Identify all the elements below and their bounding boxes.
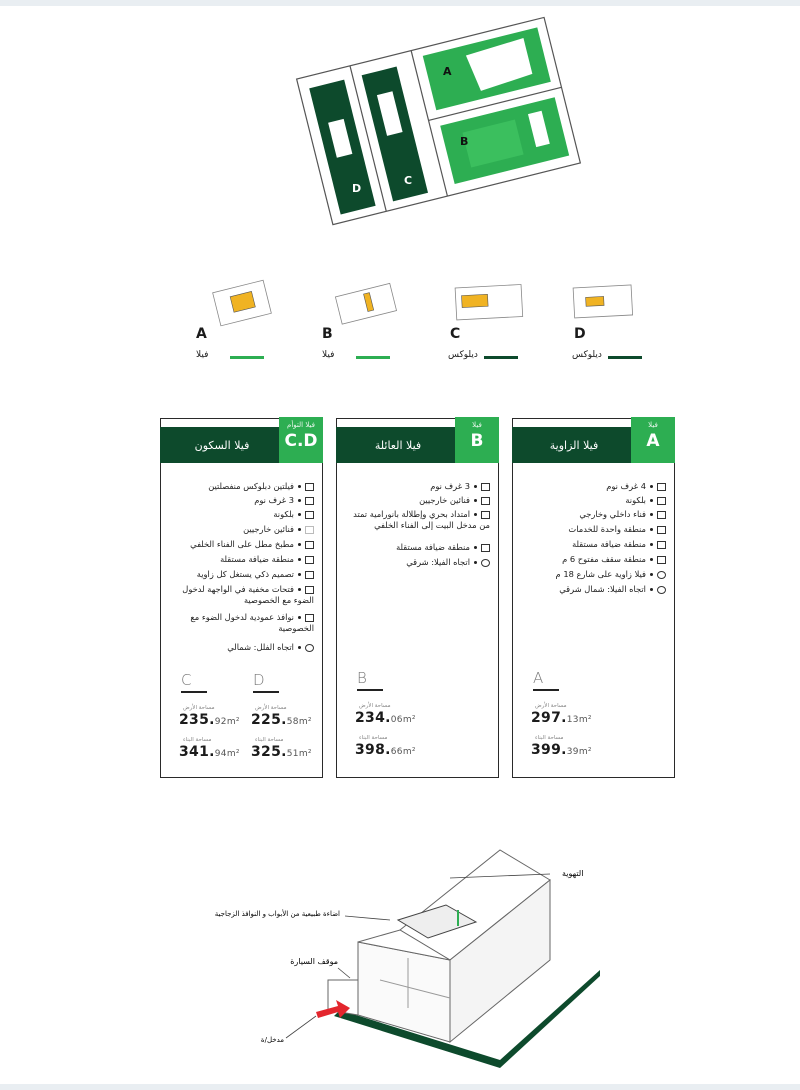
- feature-item: مطبخ مطل على الفناء الخلفي: [168, 539, 314, 550]
- site-label-c: C: [404, 174, 413, 187]
- label-light: اضاءة طبيعية من الأبواب و النوافذ الزجاجية: [214, 910, 340, 918]
- top-frame-strip: [0, 0, 800, 6]
- tree-icon: [305, 526, 314, 534]
- feature-item: نوافذ عمودية لدخول الضوء مع الخصوصية: [190, 612, 314, 633]
- sofa-icon: [657, 541, 666, 549]
- plan-a-letter: A: [196, 326, 207, 342]
- area-letter-c: C: [181, 671, 192, 689]
- vertical-window-icon: [305, 614, 314, 622]
- land-area-b: 234.06m²: [355, 710, 416, 726]
- label-ventilation: التهوية: [562, 869, 584, 878]
- balcony-icon: [657, 497, 666, 505]
- site-label-b: B: [460, 135, 469, 148]
- building-icon: [305, 483, 314, 491]
- area-divider: [357, 689, 383, 691]
- feature-item: فنائين خارجيين: [168, 524, 314, 535]
- compass-icon: [481, 559, 490, 567]
- plan-a-tag: فيلا: [196, 350, 209, 360]
- isometric-villa: [214, 850, 610, 1075]
- feature-item: تصميم ذكي يستغل كل زاوية: [168, 569, 314, 580]
- view-icon: [481, 511, 490, 519]
- feature-item: فنائين خارجيين: [344, 495, 490, 506]
- land-area-a: 297.13m²: [531, 710, 592, 726]
- card-b-title: فيلا العائلة: [336, 427, 460, 463]
- plan-b-letter: B: [322, 326, 333, 342]
- feature-item: اتجاه الفلل: شمالي: [168, 642, 314, 653]
- card-cd-title: فيلا السكون: [160, 427, 284, 463]
- plan-d-letter: D: [574, 326, 586, 342]
- services-icon: [657, 526, 666, 534]
- area-divider: [533, 689, 559, 691]
- build-area-a: 399.39m²: [531, 742, 592, 758]
- card-villa-cd: [160, 418, 323, 778]
- kitchen-icon: [305, 541, 314, 549]
- area-divider: [253, 691, 279, 693]
- road-icon: [657, 571, 666, 579]
- build-area-c: 341.94m²: [179, 744, 240, 760]
- plan-c: [448, 282, 568, 372]
- bed-icon: [305, 497, 314, 505]
- build-area-label: مساحة البناء: [183, 737, 212, 743]
- plan-a: [194, 282, 314, 372]
- feature-item: اتجاه الفيلا: شرقي: [344, 557, 490, 568]
- card-villa-a: [512, 418, 675, 778]
- land-area-label: مساحة الأرض: [183, 705, 215, 711]
- sofa-icon: [305, 556, 314, 564]
- bed-icon: [481, 483, 490, 491]
- plan-a-bar: [230, 356, 264, 359]
- feature-item: منطقة ضيافة مستقلة: [168, 554, 314, 565]
- area-letter-b: B: [357, 669, 367, 687]
- label-entrance: مدخل/ة: [260, 1036, 284, 1044]
- plan-d-bar: [608, 356, 642, 359]
- build-area-label: مساحة البناء: [359, 735, 388, 741]
- label-parking: موقف السيارة: [290, 957, 338, 966]
- card-a-badge: فيلا A: [631, 417, 675, 463]
- card-b-badge: فيلا B: [455, 417, 499, 463]
- plan-d: [572, 282, 692, 372]
- site-plan: [290, 8, 580, 228]
- build-area-d: 325.51m²: [251, 744, 312, 760]
- area-letter-d: D: [253, 671, 265, 689]
- compass-icon: [305, 644, 314, 652]
- card-cd-badge: فيلا التوأم C.D: [279, 417, 323, 463]
- build-area-label: مساحة البناء: [255, 737, 284, 743]
- plan-d-tag: ديلوكس: [572, 350, 602, 360]
- land-area-label: مساحة الأرض: [359, 703, 391, 709]
- tree-icon: [481, 497, 490, 505]
- feature-item: منطقة واحدة للخدمات: [520, 524, 666, 535]
- land-area-d: 225.58m²: [251, 712, 312, 728]
- feature-item: بلكونة: [520, 495, 666, 506]
- site-label-a: A: [443, 65, 452, 78]
- plan-b: [320, 282, 440, 372]
- feature-item: منطقة ضيافة مستقلة: [344, 542, 490, 553]
- ceiling-icon: [657, 556, 666, 564]
- window-icon: [305, 586, 314, 594]
- bottom-frame-strip: [0, 1084, 800, 1090]
- feature-item: 4 غرف نوم: [520, 481, 666, 492]
- plan-b-bar: [356, 356, 390, 359]
- balcony-icon: [305, 511, 314, 519]
- feature-item: فيلا زاوية على شارع 18 م: [520, 569, 666, 580]
- site-label-d: D: [352, 182, 362, 195]
- feature-item: اتجاه الفيلا: شمال شرقي: [520, 584, 666, 595]
- plan-c-letter: C: [450, 326, 461, 342]
- feature-item: بلكونة: [168, 509, 314, 520]
- land-area-label: مساحة الأرض: [255, 705, 287, 711]
- sofa-icon: [481, 544, 490, 552]
- bed-icon: [657, 483, 666, 491]
- plan-c-bar: [484, 356, 518, 359]
- compass-icon: [657, 586, 666, 594]
- feature-item: فيلتين دبلوكس منفصلتين: [168, 481, 314, 492]
- area-letter-a: A: [533, 669, 544, 687]
- plan-b-tag: فيلا: [322, 350, 335, 360]
- feature-item: منطقة ضيافة مستقلة: [520, 539, 666, 550]
- land-area-label: مساحة الأرض: [535, 703, 567, 709]
- land-area-c: 235.92m²: [179, 712, 240, 728]
- feature-item: امتداد بحري وإطلالة بانورامية تمتد من مدخل البيت إلى الفناء الخلفي: [353, 509, 490, 530]
- feature-item: فناء داخلي وخارجي: [520, 509, 666, 520]
- card-villa-b: [336, 418, 499, 778]
- plan-c-tag: ديلوكس: [448, 350, 478, 360]
- build-area-label: مساحة البناء: [535, 735, 564, 741]
- tree-icon: [657, 511, 666, 519]
- build-area-b: 398.66m²: [355, 742, 416, 758]
- feature-item: 3 غرف نوم: [344, 481, 490, 492]
- feature-item: فتحات مخفية في الواجهة لدخول الضوء مع الخصوصية: [182, 584, 314, 605]
- feature-item: منطقة سقف مفتوح 6 م: [520, 554, 666, 565]
- area-divider: [181, 691, 207, 693]
- feature-item: 3 غرف نوم: [168, 495, 314, 506]
- card-a-title: فيلا الزاوية: [512, 427, 636, 463]
- corner-icon: [305, 571, 314, 579]
